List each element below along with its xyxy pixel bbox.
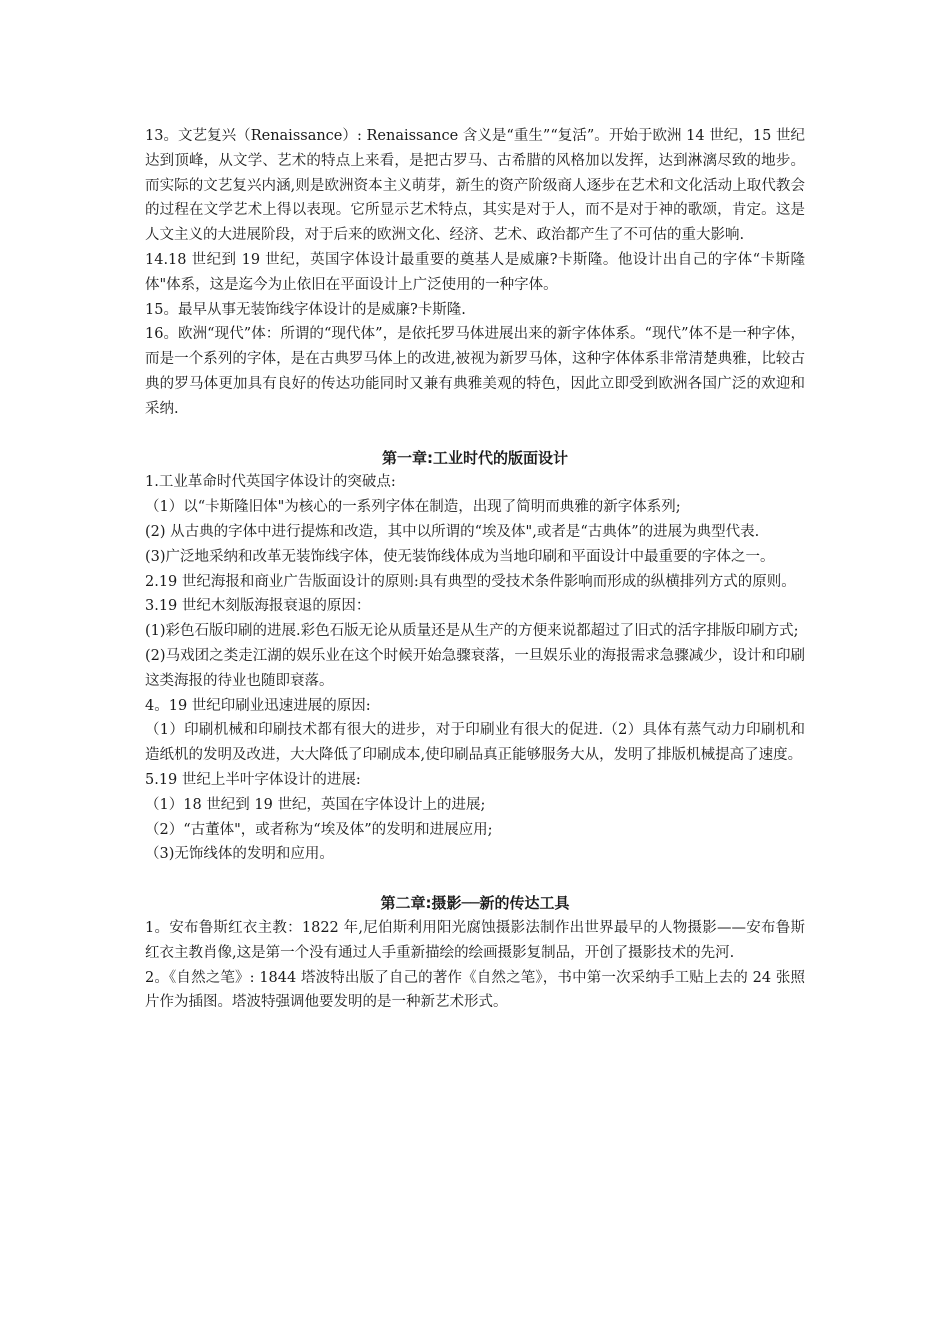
paragraph: （1）印刷机械和印刷技术都有很大的进步，对于印刷业有很大的促进.（2）具体有蒸气动力印刷机和造纸机的发明及改进，大大降低了印刷成本,使印刷品真正能够服务大从，发明了排版机械提高了速度。 xyxy=(145,722,805,764)
paragraph: 4。19 世纪印刷业迅速进展的原因: xyxy=(145,697,371,714)
chapter-1-heading: 第一章:工业时代的版面设计 xyxy=(382,448,568,467)
paragraph: 13。文艺复兴（Renaissance）: Renaissance 含义是“重生”“复活”。开始于欧洲 14 世纪，15 世纪达到顶峰，从文学、艺术的特点上来看，是把古罗马、古希腊的风格加以发挥，达到淋漓尽致的地步。而实际的文艺复兴内涵,则是欧洲资本主义萌芽，新生的资产阶级商人逐步在艺术和文化活动上取代教会的过程在文学艺术上得以表现。它所显示艺术特点，其实是对于人，而不是对于神的歌颂，肯定。这是人文主义的大进展阶段，对于后来的欧洲文化、经济、艺术、政治都产生了不可估的重大影响. xyxy=(145,128,805,244)
paragraph: 1.工业革命时代英国字体设计的突破点: xyxy=(145,474,396,491)
paragraph: 5.19 世纪上半叶字体设计的进展: xyxy=(145,771,361,788)
paragraph: 14.18 世纪到 19 世纪，英国字体设计最重要的奠基人是威廉?卡斯隆。他设计出自己的字体“卡斯隆体"体系，这是迄今为止依旧在平面设计上广泛使用的一种字体。 xyxy=(145,251,805,293)
paragraph: (3)广泛地采纳和改革无装饰线字体，使无装饰线体成为当地印刷和平面设计中最重要的字体之一。 xyxy=(145,548,775,565)
paragraph: (1)彩色石版印刷的进展.彩色石版无论从质量还是从生产的方便来说都超过了旧式的活字排版印刷方式; xyxy=(145,623,799,640)
paragraph: （1）18 世纪到 19 世纪，英国在字体设计上的进展; xyxy=(145,796,486,813)
paragraph: (2)马戏团之类走江湖的娱乐业在这个时候开始急骤衰落，一旦娱乐业的海报需求急骤减少，设计和印刷这类海报的待业也随即衰落。 xyxy=(145,647,805,689)
paragraph: 1。安布鲁斯红衣主教：1822 年,尼伯斯利用阳光腐蚀摄影法制作出世界最早的人物摄影——安布鲁斯红衣主教肖像,这是第一个没有通过人手重新描绘的绘画摄影复制品，开创了摄影技术的先河. xyxy=(145,919,805,961)
paragraph: （2）“古董体"，或者称为“埃及体”的发明和进展应用; xyxy=(145,821,493,838)
paragraph: （3)无饰线体的发明和应用。 xyxy=(145,846,334,863)
paragraph: 15。最早从事无装饰线字体设计的是威廉?卡斯隆. xyxy=(145,301,466,318)
paragraph: 2。《自然之笔》: 1844 塔波特出版了自己的著作《自然之笔》，书中第一次采纳手工贴上去的 24 张照片作为插图。塔波特强调他要发明的是一种新艺术形式。 xyxy=(145,969,805,1011)
document-body xyxy=(145,124,805,1015)
chapter-2-heading: 第二章:摄影──新的传达工具 xyxy=(380,894,570,913)
paragraph: (2) 从古典的字体中进行提炼和改造，其中以所谓的“埃及体",或者是“古典体”的进展为典型代表. xyxy=(145,523,760,540)
paragraph: （1）以“卡斯隆旧体"为核心的一系列字体在制造，出现了简明而典雅的新字体系列; xyxy=(145,499,681,516)
paragraph: 16。欧洲“现代”体：所谓的“现代体”，是依托罗马体进展出来的新字体体系。“现代”体不是一种字体，而是一个系列的字体，是在古典罗马体上的改进,被视为新罗马体，这种字体体系非常清楚典雅，比较古典的罗马体更加具有良好的传达功能同时又兼有典雅美观的特色，因此立即受到欧洲各国广泛的欢迎和采纳. xyxy=(145,326,805,417)
paragraph: 2.19 世纪海报和商业广告版面设计的原则:具有典型的受技术条件影响而形成的纵横排列方式的原则。 xyxy=(145,573,796,590)
paragraph: 3.19 世纪木刻版海报衰退的原因： xyxy=(145,598,371,615)
